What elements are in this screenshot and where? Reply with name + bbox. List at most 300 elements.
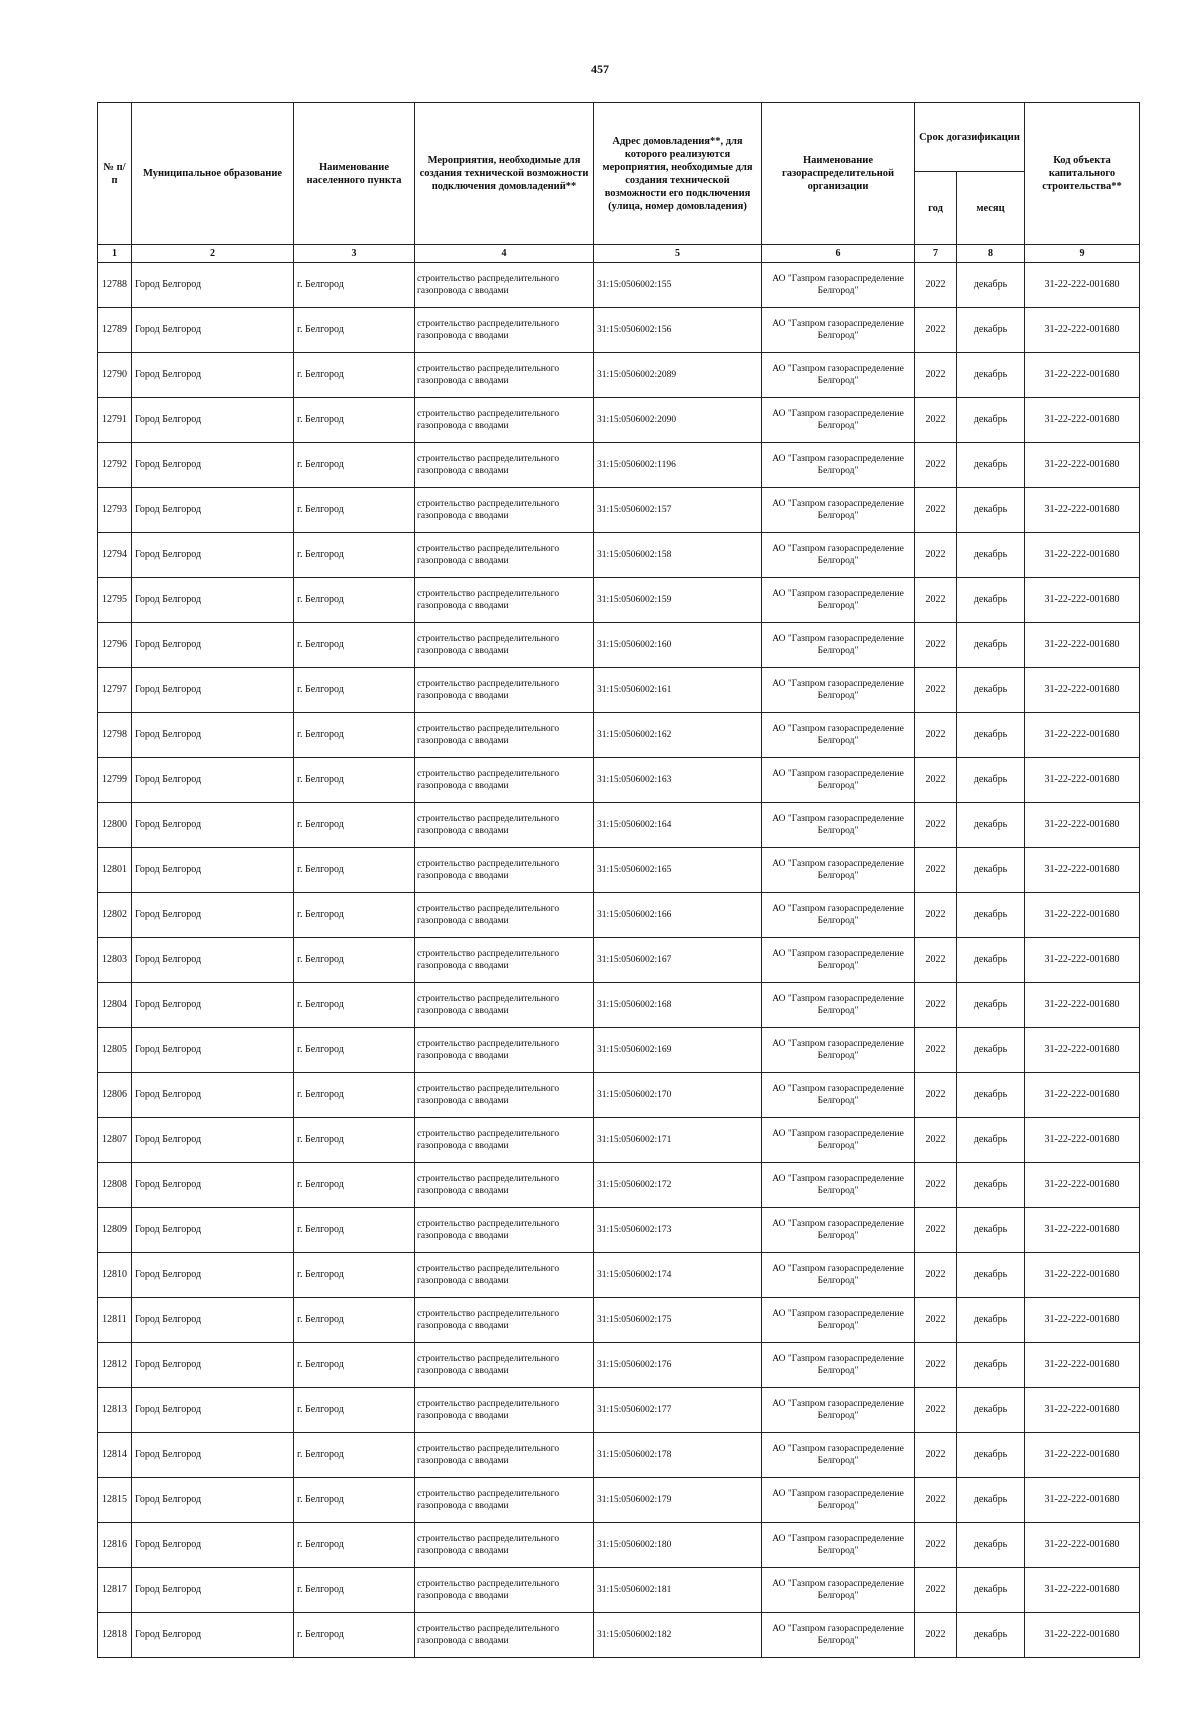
locality-cell: г. Белгород xyxy=(294,488,415,533)
organization-cell: АО "Газпром газораспределение Белгород" xyxy=(762,803,915,848)
year-cell: 2022 xyxy=(915,488,957,533)
month-cell: декабрь xyxy=(957,1613,1025,1658)
row-number: 12808 xyxy=(98,1163,132,1208)
activity-cell: строительство распределительного газопровода с вводами xyxy=(415,263,594,308)
address-cell: 31:15:0506002:165 xyxy=(594,848,762,893)
table-row xyxy=(98,1118,1140,1163)
code-cell: 31-22-222-001680 xyxy=(1025,1613,1140,1658)
month-cell: декабрь xyxy=(957,1073,1025,1118)
activity-cell: строительство распределительного газопровода с вводами xyxy=(415,1163,594,1208)
code-cell: 31-22-222-001680 xyxy=(1025,533,1140,578)
row-number: 12815 xyxy=(98,1478,132,1523)
activity-cell: строительство распределительного газопровода с вводами xyxy=(415,533,594,578)
row-number: 12814 xyxy=(98,1433,132,1478)
header-month: месяц xyxy=(957,172,1025,245)
table-row xyxy=(98,533,1140,578)
row-number: 12789 xyxy=(98,308,132,353)
municipality-cell: Город Белгород xyxy=(132,1208,294,1253)
address-cell: 31:15:0506002:157 xyxy=(594,488,762,533)
activity-cell: строительство распределительного газопровода с вводами xyxy=(415,983,594,1028)
activity-cell: строительство распределительного газопровода с вводами xyxy=(415,1433,594,1478)
row-number: 12791 xyxy=(98,398,132,443)
code-cell: 31-22-222-001680 xyxy=(1025,1253,1140,1298)
locality-cell: г. Белгород xyxy=(294,1568,415,1613)
activity-cell: строительство распределительного газопровода с вводами xyxy=(415,1028,594,1073)
activity-cell: строительство распределительного газопровода с вводами xyxy=(415,1298,594,1343)
code-cell: 31-22-222-001680 xyxy=(1025,1478,1140,1523)
table-row xyxy=(98,1298,1140,1343)
locality-cell: г. Белгород xyxy=(294,353,415,398)
address-cell: 31:15:0506002:169 xyxy=(594,1028,762,1073)
organization-cell: АО "Газпром газораспределение Белгород" xyxy=(762,1298,915,1343)
code-cell: 31-22-222-001680 xyxy=(1025,1298,1140,1343)
row-number: 12804 xyxy=(98,983,132,1028)
organization-cell: АО "Газпром газораспределение Белгород" xyxy=(762,1028,915,1073)
year-cell: 2022 xyxy=(915,758,957,803)
code-cell: 31-22-222-001680 xyxy=(1025,893,1140,938)
municipality-cell: Город Белгород xyxy=(132,983,294,1028)
table-row xyxy=(98,398,1140,443)
column-number-row xyxy=(98,245,1140,263)
code-cell: 31-22-222-001680 xyxy=(1025,983,1140,1028)
row-number: 12812 xyxy=(98,1343,132,1388)
column-number: 7 xyxy=(915,245,957,263)
municipality-cell: Город Белгород xyxy=(132,353,294,398)
address-cell: 31:15:0506002:156 xyxy=(594,308,762,353)
row-number: 12807 xyxy=(98,1118,132,1163)
row-number: 12797 xyxy=(98,668,132,713)
municipality-cell: Город Белгород xyxy=(132,1298,294,1343)
organization-cell: АО "Газпром газораспределение Белгород" xyxy=(762,578,915,623)
municipality-cell: Город Белгород xyxy=(132,578,294,623)
row-number: 12799 xyxy=(98,758,132,803)
year-cell: 2022 xyxy=(915,848,957,893)
organization-cell: АО "Газпром газораспределение Белгород" xyxy=(762,1163,915,1208)
activity-cell: строительство распределительного газопровода с вводами xyxy=(415,398,594,443)
row-number: 12810 xyxy=(98,1253,132,1298)
month-cell: декабрь xyxy=(957,623,1025,668)
year-cell: 2022 xyxy=(915,1253,957,1298)
locality-cell: г. Белгород xyxy=(294,443,415,488)
locality-cell: г. Белгород xyxy=(294,1298,415,1343)
address-cell: 31:15:0506002:161 xyxy=(594,668,762,713)
address-cell: 31:15:0506002:2090 xyxy=(594,398,762,443)
year-cell: 2022 xyxy=(915,623,957,668)
locality-cell: г. Белгород xyxy=(294,533,415,578)
activity-cell: строительство распределительного газопровода с вводами xyxy=(415,1388,594,1433)
header-municipality: Муниципальное образование xyxy=(132,103,294,245)
row-number: 12811 xyxy=(98,1298,132,1343)
organization-cell: АО "Газпром газораспределение Белгород" xyxy=(762,533,915,578)
table-row xyxy=(98,353,1140,398)
municipality-cell: Город Белгород xyxy=(132,668,294,713)
code-cell: 31-22-222-001680 xyxy=(1025,1523,1140,1568)
table-row xyxy=(98,713,1140,758)
table-row xyxy=(98,623,1140,668)
activity-cell: строительство распределительного газопровода с вводами xyxy=(415,443,594,488)
locality-cell: г. Белгород xyxy=(294,758,415,803)
code-cell: 31-22-222-001680 xyxy=(1025,488,1140,533)
organization-cell: АО "Газпром газораспределение Белгород" xyxy=(762,893,915,938)
organization-cell: АО "Газпром газораспределение Белгород" xyxy=(762,443,915,488)
address-cell: 31:15:0506002:167 xyxy=(594,938,762,983)
month-cell: декабрь xyxy=(957,1433,1025,1478)
year-cell: 2022 xyxy=(915,1208,957,1253)
table-row xyxy=(98,263,1140,308)
municipality-cell: Город Белгород xyxy=(132,938,294,983)
activity-cell: строительство распределительного газопровода с вводами xyxy=(415,938,594,983)
locality-cell: г. Белгород xyxy=(294,1343,415,1388)
municipality-cell: Город Белгород xyxy=(132,263,294,308)
address-cell: 31:15:0506002:162 xyxy=(594,713,762,758)
row-number: 12800 xyxy=(98,803,132,848)
table-row xyxy=(98,488,1140,533)
locality-cell: г. Белгород xyxy=(294,848,415,893)
header-term: Срок догазификации xyxy=(915,103,1025,172)
table-row xyxy=(98,758,1140,803)
column-number: 3 xyxy=(294,245,415,263)
year-cell: 2022 xyxy=(915,1073,957,1118)
month-cell: декабрь xyxy=(957,533,1025,578)
code-cell: 31-22-222-001680 xyxy=(1025,353,1140,398)
locality-cell: г. Белгород xyxy=(294,1613,415,1658)
header-address: Адрес домовладения**, для которого реализуются мероприятия, необходимые для создания технической возможности его подключения (улица, номер домовладения) xyxy=(594,103,762,245)
code-cell: 31-22-222-001680 xyxy=(1025,1568,1140,1613)
activity-cell: строительство распределительного газопровода с вводами xyxy=(415,578,594,623)
address-cell: 31:15:0506002:173 xyxy=(594,1208,762,1253)
address-cell: 31:15:0506002:1196 xyxy=(594,443,762,488)
row-number: 12816 xyxy=(98,1523,132,1568)
row-number: 12809 xyxy=(98,1208,132,1253)
address-cell: 31:15:0506002:175 xyxy=(594,1298,762,1343)
row-number: 12793 xyxy=(98,488,132,533)
locality-cell: г. Белгород xyxy=(294,1163,415,1208)
locality-cell: г. Белгород xyxy=(294,578,415,623)
locality-cell: г. Белгород xyxy=(294,1478,415,1523)
month-cell: декабрь xyxy=(957,1028,1025,1073)
municipality-cell: Город Белгород xyxy=(132,1523,294,1568)
table-row xyxy=(98,983,1140,1028)
municipality-cell: Город Белгород xyxy=(132,893,294,938)
year-cell: 2022 xyxy=(915,1118,957,1163)
address-cell: 31:15:0506002:176 xyxy=(594,1343,762,1388)
column-number: 5 xyxy=(594,245,762,263)
month-cell: декабрь xyxy=(957,1298,1025,1343)
code-cell: 31-22-222-001680 xyxy=(1025,263,1140,308)
row-number: 12790 xyxy=(98,353,132,398)
municipality-cell: Город Белгород xyxy=(132,1343,294,1388)
organization-cell: АО "Газпром газораспределение Белгород" xyxy=(762,353,915,398)
organization-cell: АО "Газпром газораспределение Белгород" xyxy=(762,488,915,533)
activity-cell: строительство распределительного газопровода с вводами xyxy=(415,758,594,803)
code-cell: 31-22-222-001680 xyxy=(1025,668,1140,713)
year-cell: 2022 xyxy=(915,1568,957,1613)
header-code: Код объекта капитального строительства** xyxy=(1025,103,1140,245)
gasification-table xyxy=(97,102,1140,1658)
year-cell: 2022 xyxy=(915,1298,957,1343)
locality-cell: г. Белгород xyxy=(294,1028,415,1073)
row-number: 12798 xyxy=(98,713,132,758)
activity-cell: строительство распределительного газопровода с вводами xyxy=(415,1613,594,1658)
address-cell: 31:15:0506002:2089 xyxy=(594,353,762,398)
organization-cell: АО "Газпром газораспределение Белгород" xyxy=(762,623,915,668)
organization-cell: АО "Газпром газораспределение Белгород" xyxy=(762,713,915,758)
activity-cell: строительство распределительного газопровода с вводами xyxy=(415,308,594,353)
code-cell: 31-22-222-001680 xyxy=(1025,623,1140,668)
address-cell: 31:15:0506002:160 xyxy=(594,623,762,668)
municipality-cell: Город Белгород xyxy=(132,713,294,758)
month-cell: декабрь xyxy=(957,1208,1025,1253)
organization-cell: АО "Газпром газораспределение Белгород" xyxy=(762,1433,915,1478)
address-cell: 31:15:0506002:158 xyxy=(594,533,762,578)
table-row xyxy=(98,1163,1140,1208)
locality-cell: г. Белгород xyxy=(294,623,415,668)
locality-cell: г. Белгород xyxy=(294,668,415,713)
organization-cell: АО "Газпром газораспределение Белгород" xyxy=(762,758,915,803)
table-row xyxy=(98,1613,1140,1658)
year-cell: 2022 xyxy=(915,1028,957,1073)
row-number: 12802 xyxy=(98,893,132,938)
table-row xyxy=(98,1388,1140,1433)
organization-cell: АО "Газпром газораспределение Белгород" xyxy=(762,1343,915,1388)
year-cell: 2022 xyxy=(915,1343,957,1388)
municipality-cell: Город Белгород xyxy=(132,398,294,443)
municipality-cell: Город Белгород xyxy=(132,308,294,353)
year-cell: 2022 xyxy=(915,1523,957,1568)
locality-cell: г. Белгород xyxy=(294,1118,415,1163)
row-number: 12794 xyxy=(98,533,132,578)
code-cell: 31-22-222-001680 xyxy=(1025,1163,1140,1208)
month-cell: декабрь xyxy=(957,398,1025,443)
header-row xyxy=(98,103,1140,172)
municipality-cell: Город Белгород xyxy=(132,1118,294,1163)
column-number: 9 xyxy=(1025,245,1140,263)
municipality-cell: Город Белгород xyxy=(132,1028,294,1073)
month-cell: декабрь xyxy=(957,668,1025,713)
year-cell: 2022 xyxy=(915,1388,957,1433)
table-row xyxy=(98,1568,1140,1613)
address-cell: 31:15:0506002:174 xyxy=(594,1253,762,1298)
code-cell: 31-22-222-001680 xyxy=(1025,848,1140,893)
organization-cell: АО "Газпром газораспределение Белгород" xyxy=(762,1118,915,1163)
month-cell: декабрь xyxy=(957,1478,1025,1523)
code-cell: 31-22-222-001680 xyxy=(1025,1433,1140,1478)
municipality-cell: Город Белгород xyxy=(132,533,294,578)
activity-cell: строительство распределительного газопровода с вводами xyxy=(415,713,594,758)
row-number: 12788 xyxy=(98,263,132,308)
address-cell: 31:15:0506002:159 xyxy=(594,578,762,623)
row-number: 12806 xyxy=(98,1073,132,1118)
address-cell: 31:15:0506002:155 xyxy=(594,263,762,308)
table-row xyxy=(98,1523,1140,1568)
header-activity: Мероприятия, необходимые для создания технической возможности подключения домовладений** xyxy=(415,103,594,245)
year-cell: 2022 xyxy=(915,578,957,623)
header-locality: Наименование населенного пункта xyxy=(294,103,415,245)
activity-cell: строительство распределительного газопровода с вводами xyxy=(415,1523,594,1568)
year-cell: 2022 xyxy=(915,893,957,938)
table-row xyxy=(98,1253,1140,1298)
organization-cell: АО "Газпром газораспределение Белгород" xyxy=(762,1253,915,1298)
column-number: 1 xyxy=(98,245,132,263)
table-row xyxy=(98,1028,1140,1073)
row-number: 12805 xyxy=(98,1028,132,1073)
locality-cell: г. Белгород xyxy=(294,938,415,983)
municipality-cell: Город Белгород xyxy=(132,443,294,488)
year-cell: 2022 xyxy=(915,713,957,758)
year-cell: 2022 xyxy=(915,398,957,443)
row-number: 12818 xyxy=(98,1613,132,1658)
code-cell: 31-22-222-001680 xyxy=(1025,758,1140,803)
month-cell: декабрь xyxy=(957,1253,1025,1298)
locality-cell: г. Белгород xyxy=(294,398,415,443)
row-number: 12813 xyxy=(98,1388,132,1433)
address-cell: 31:15:0506002:170 xyxy=(594,1073,762,1118)
locality-cell: г. Белгород xyxy=(294,803,415,848)
page-number: 457 xyxy=(591,62,609,76)
activity-cell: строительство распределительного газопровода с вводами xyxy=(415,353,594,398)
locality-cell: г. Белгород xyxy=(294,1523,415,1568)
activity-cell: строительство распределительного газопровода с вводами xyxy=(415,1478,594,1523)
organization-cell: АО "Газпром газораспределение Белгород" xyxy=(762,1388,915,1433)
code-cell: 31-22-222-001680 xyxy=(1025,578,1140,623)
month-cell: декабрь xyxy=(957,308,1025,353)
activity-cell: строительство распределительного газопровода с вводами xyxy=(415,1568,594,1613)
year-cell: 2022 xyxy=(915,353,957,398)
address-cell: 31:15:0506002:172 xyxy=(594,1163,762,1208)
month-cell: декабрь xyxy=(957,1523,1025,1568)
year-cell: 2022 xyxy=(915,443,957,488)
organization-cell: АО "Газпром газораспределение Белгород" xyxy=(762,983,915,1028)
month-cell: декабрь xyxy=(957,803,1025,848)
code-cell: 31-22-222-001680 xyxy=(1025,1028,1140,1073)
address-cell: 31:15:0506002:168 xyxy=(594,983,762,1028)
year-cell: 2022 xyxy=(915,983,957,1028)
address-cell: 31:15:0506002:179 xyxy=(594,1478,762,1523)
table-row xyxy=(98,1433,1140,1478)
code-cell: 31-22-222-001680 xyxy=(1025,1343,1140,1388)
year-cell: 2022 xyxy=(915,1613,957,1658)
month-cell: декабрь xyxy=(957,1163,1025,1208)
municipality-cell: Город Белгород xyxy=(132,1433,294,1478)
month-cell: декабрь xyxy=(957,848,1025,893)
activity-cell: строительство распределительного газопровода с вводами xyxy=(415,1253,594,1298)
organization-cell: АО "Газпром газораспределение Белгород" xyxy=(762,1208,915,1253)
month-cell: декабрь xyxy=(957,263,1025,308)
address-cell: 31:15:0506002:164 xyxy=(594,803,762,848)
municipality-cell: Город Белгород xyxy=(132,488,294,533)
code-cell: 31-22-222-001680 xyxy=(1025,938,1140,983)
table-row xyxy=(98,1073,1140,1118)
table-row xyxy=(98,668,1140,713)
header-num: № п/п xyxy=(98,103,132,245)
municipality-cell: Город Белгород xyxy=(132,623,294,668)
column-number: 2 xyxy=(132,245,294,263)
code-cell: 31-22-222-001680 xyxy=(1025,1388,1140,1433)
activity-cell: строительство распределительного газопровода с вводами xyxy=(415,668,594,713)
organization-cell: АО "Газпром газораспределение Белгород" xyxy=(762,1568,915,1613)
table-row xyxy=(98,443,1140,488)
row-number: 12817 xyxy=(98,1568,132,1613)
table-row xyxy=(98,1343,1140,1388)
table-row xyxy=(98,803,1140,848)
municipality-cell: Город Белгород xyxy=(132,1568,294,1613)
address-cell: 31:15:0506002:182 xyxy=(594,1613,762,1658)
municipality-cell: Город Белгород xyxy=(132,1253,294,1298)
table-row xyxy=(98,308,1140,353)
month-cell: декабрь xyxy=(957,1343,1025,1388)
month-cell: декабрь xyxy=(957,758,1025,803)
organization-cell: АО "Газпром газораспределение Белгород" xyxy=(762,263,915,308)
address-cell: 31:15:0506002:178 xyxy=(594,1433,762,1478)
locality-cell: г. Белгород xyxy=(294,263,415,308)
month-cell: декабрь xyxy=(957,893,1025,938)
municipality-cell: Город Белгород xyxy=(132,1478,294,1523)
code-cell: 31-22-222-001680 xyxy=(1025,1208,1140,1253)
code-cell: 31-22-222-001680 xyxy=(1025,803,1140,848)
month-cell: декабрь xyxy=(957,578,1025,623)
activity-cell: строительство распределительного газопровода с вводами xyxy=(415,893,594,938)
locality-cell: г. Белгород xyxy=(294,308,415,353)
address-cell: 31:15:0506002:171 xyxy=(594,1118,762,1163)
address-cell: 31:15:0506002:163 xyxy=(594,758,762,803)
municipality-cell: Город Белгород xyxy=(132,1613,294,1658)
row-number: 12795 xyxy=(98,578,132,623)
locality-cell: г. Белгород xyxy=(294,1253,415,1298)
column-number: 6 xyxy=(762,245,915,263)
municipality-cell: Город Белгород xyxy=(132,1073,294,1118)
locality-cell: г. Белгород xyxy=(294,1433,415,1478)
activity-cell: строительство распределительного газопровода с вводами xyxy=(415,848,594,893)
month-cell: декабрь xyxy=(957,353,1025,398)
year-cell: 2022 xyxy=(915,938,957,983)
row-number: 12792 xyxy=(98,443,132,488)
code-cell: 31-22-222-001680 xyxy=(1025,308,1140,353)
address-cell: 31:15:0506002:180 xyxy=(594,1523,762,1568)
year-cell: 2022 xyxy=(915,1433,957,1478)
code-cell: 31-22-222-001680 xyxy=(1025,1118,1140,1163)
table-body xyxy=(98,263,1140,1658)
year-cell: 2022 xyxy=(915,1478,957,1523)
organization-cell: АО "Газпром газораспределение Белгород" xyxy=(762,668,915,713)
year-cell: 2022 xyxy=(915,803,957,848)
month-cell: декабрь xyxy=(957,1388,1025,1433)
row-number: 12796 xyxy=(98,623,132,668)
activity-cell: строительство распределительного газопровода с вводами xyxy=(415,803,594,848)
row-number: 12803 xyxy=(98,938,132,983)
year-cell: 2022 xyxy=(915,668,957,713)
table-row xyxy=(98,578,1140,623)
municipality-cell: Город Белгород xyxy=(132,1388,294,1433)
table-row xyxy=(98,938,1140,983)
header-year: год xyxy=(915,172,957,245)
month-cell: декабрь xyxy=(957,443,1025,488)
locality-cell: г. Белгород xyxy=(294,983,415,1028)
year-cell: 2022 xyxy=(915,533,957,578)
organization-cell: АО "Газпром газораспределение Белгород" xyxy=(762,1523,915,1568)
table-row xyxy=(98,848,1140,893)
month-cell: декабрь xyxy=(957,488,1025,533)
activity-cell: строительство распределительного газопровода с вводами xyxy=(415,1343,594,1388)
code-cell: 31-22-222-001680 xyxy=(1025,1073,1140,1118)
activity-cell: строительство распределительного газопровода с вводами xyxy=(415,1208,594,1253)
activity-cell: строительство распределительного газопровода с вводами xyxy=(415,488,594,533)
year-cell: 2022 xyxy=(915,308,957,353)
address-cell: 31:15:0506002:181 xyxy=(594,1568,762,1613)
table-row xyxy=(98,1208,1140,1253)
address-cell: 31:15:0506002:166 xyxy=(594,893,762,938)
locality-cell: г. Белгород xyxy=(294,1073,415,1118)
organization-cell: АО "Газпром газораспределение Белгород" xyxy=(762,1478,915,1523)
